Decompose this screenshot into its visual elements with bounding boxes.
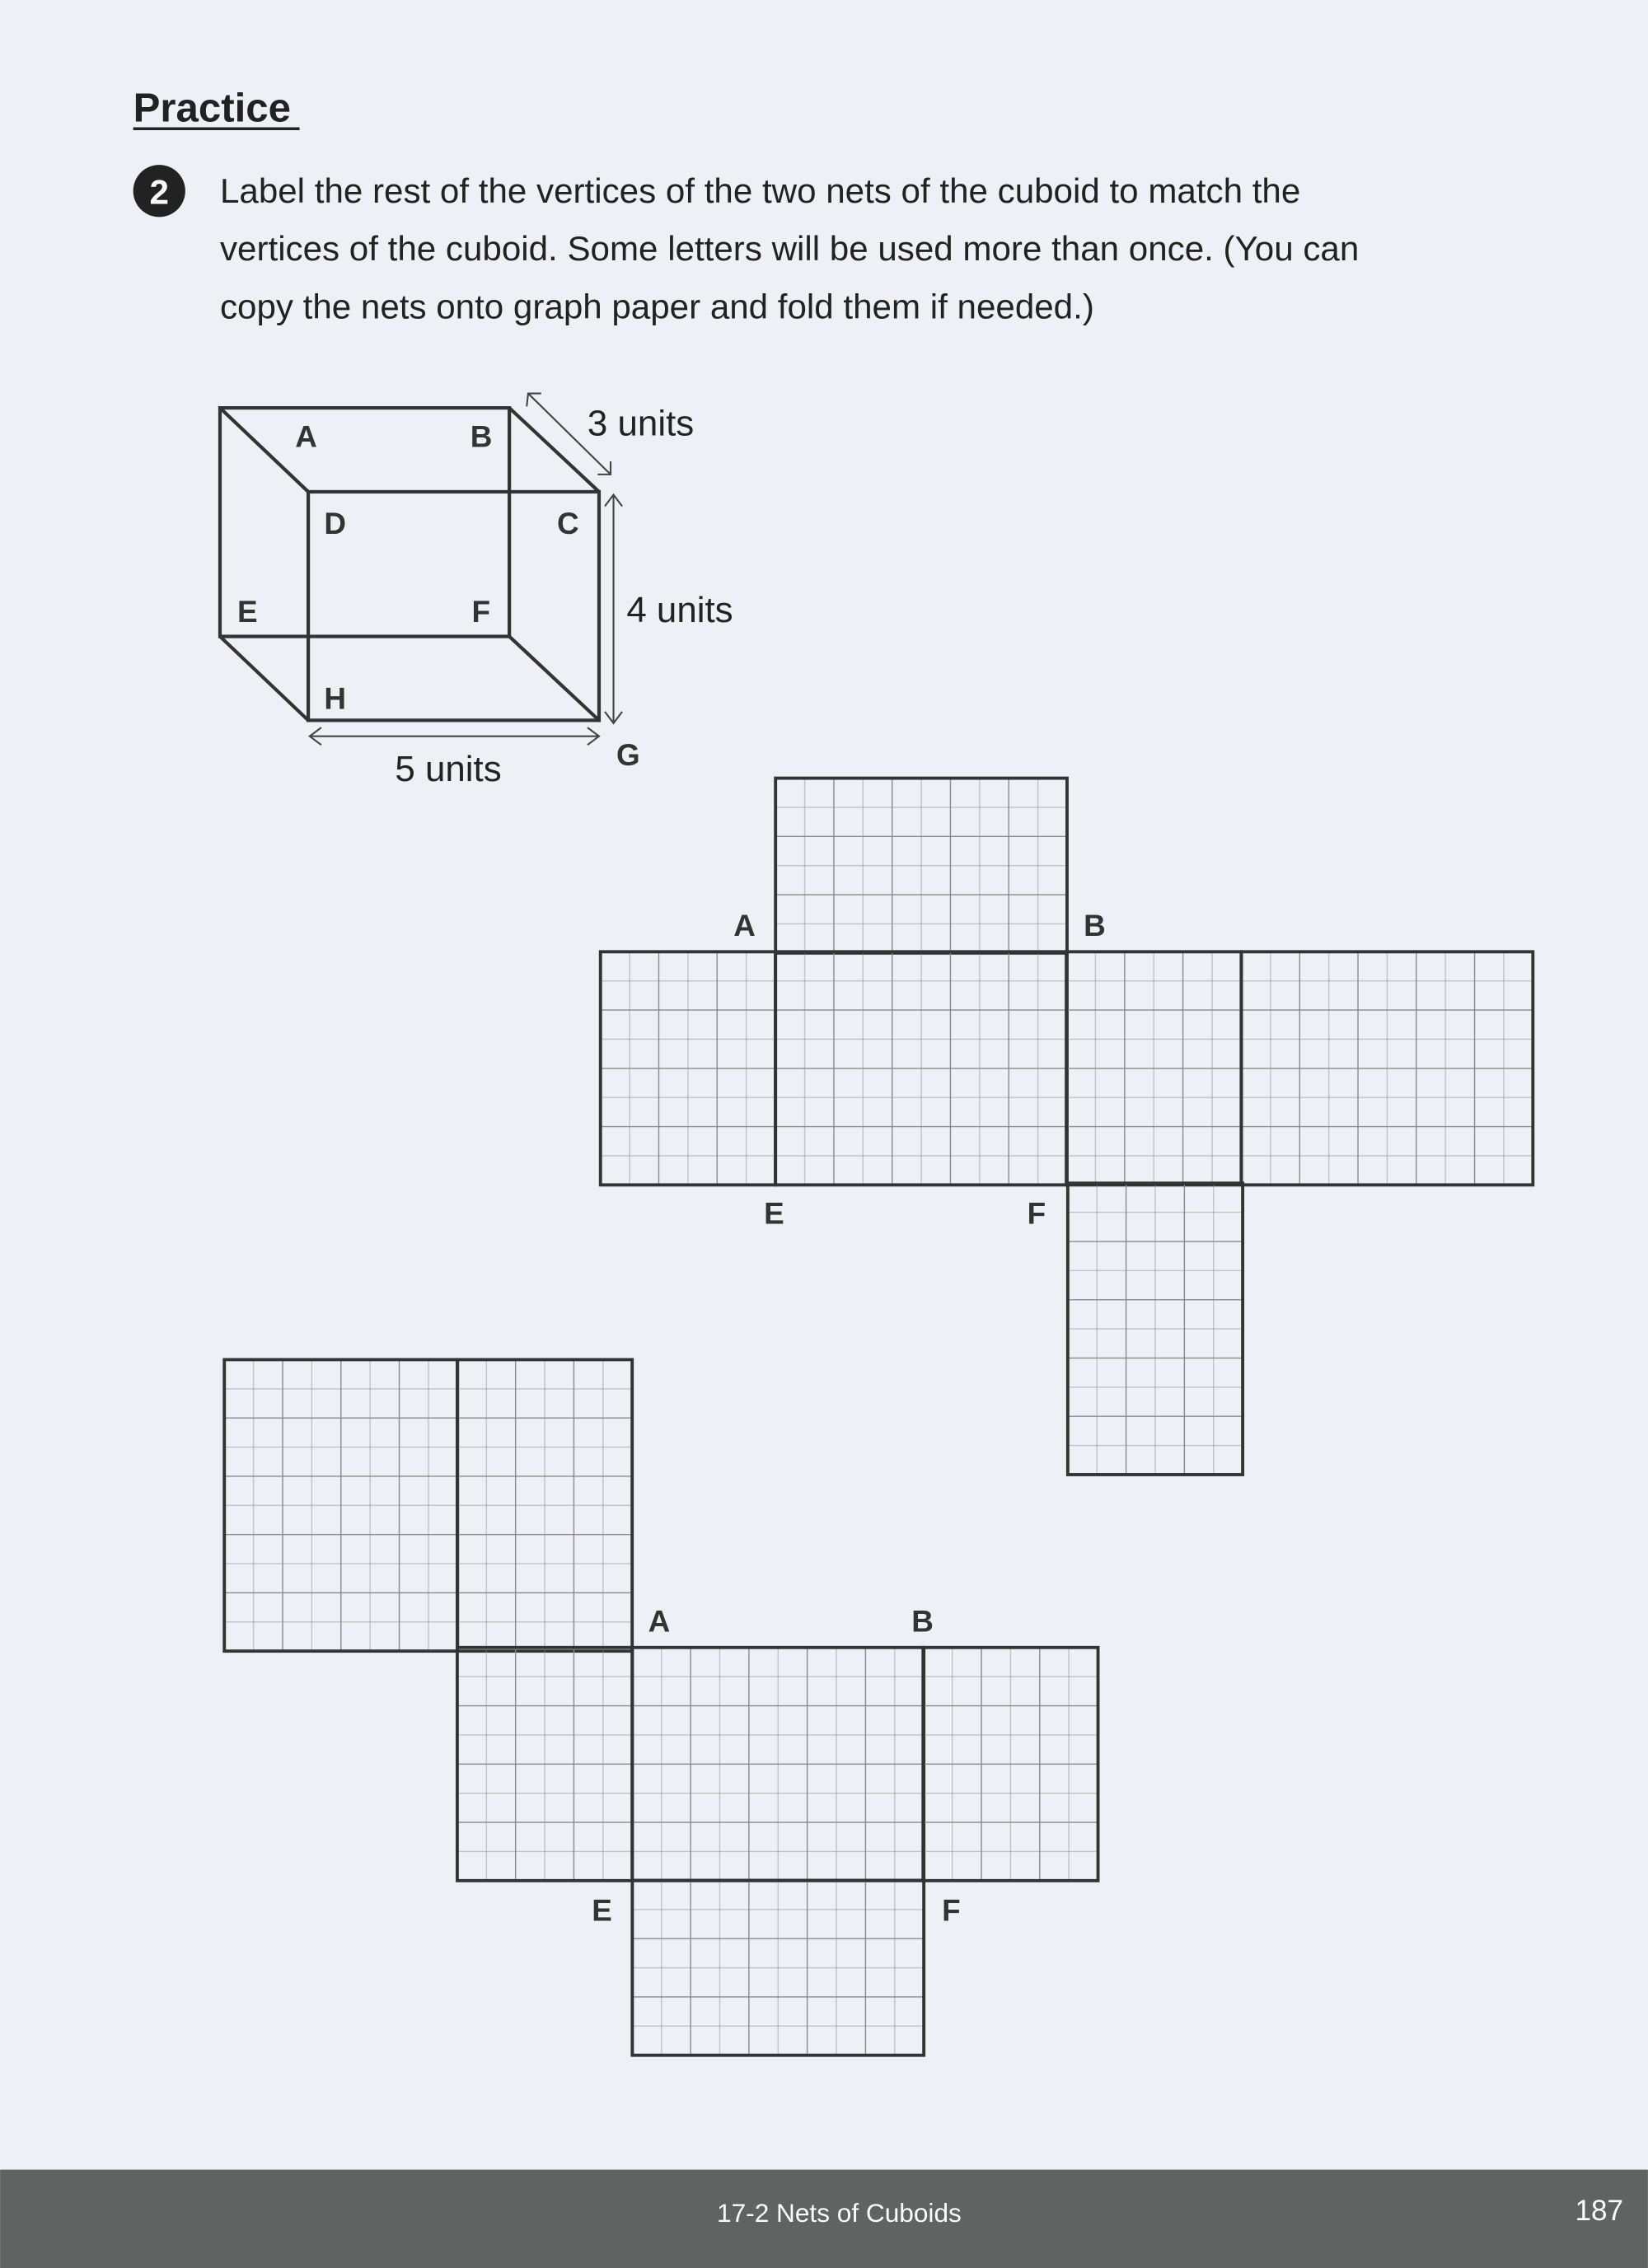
question-line-1: Label the rest of the vertices of the two nets of the cuboid to match the xyxy=(219,171,1301,210)
vertex-e: E xyxy=(237,594,258,629)
net1-label-f: F xyxy=(1027,1196,1046,1231)
question-line-3: copy the nets onto graph paper and fold them if needed.) xyxy=(219,287,1094,326)
length-label: 5 units xyxy=(395,749,502,790)
question-line-2: vertices of the cuboid. Some letters will be used more than once. (You can xyxy=(219,229,1360,269)
net1-label-b: B xyxy=(1084,908,1106,942)
net2-label-e: E xyxy=(592,1893,612,1928)
vertex-g: G xyxy=(616,737,640,772)
section-title: Practice xyxy=(133,85,291,131)
vertex-h: H xyxy=(324,681,347,716)
net2-label-f: F xyxy=(942,1893,961,1928)
net2-label-a: A xyxy=(648,1604,671,1639)
question-number-badge xyxy=(133,165,185,217)
depth-label: 3 units xyxy=(587,403,695,444)
net1-label-a: A xyxy=(733,908,756,942)
height-label: 4 units xyxy=(626,589,733,630)
vertex-b: B xyxy=(470,419,493,454)
page-number: 187 xyxy=(1575,2195,1624,2228)
vertex-a: A xyxy=(295,419,317,454)
net2-label-b: B xyxy=(911,1604,934,1639)
vertex-c: C xyxy=(557,506,579,540)
chapter-title: 17-2 Nets of Cuboids xyxy=(717,2197,962,2228)
vertex-d: D xyxy=(324,506,347,540)
net1-label-e: E xyxy=(764,1196,784,1231)
vertex-f: F xyxy=(471,594,490,629)
svg-text:2: 2 xyxy=(149,172,169,212)
